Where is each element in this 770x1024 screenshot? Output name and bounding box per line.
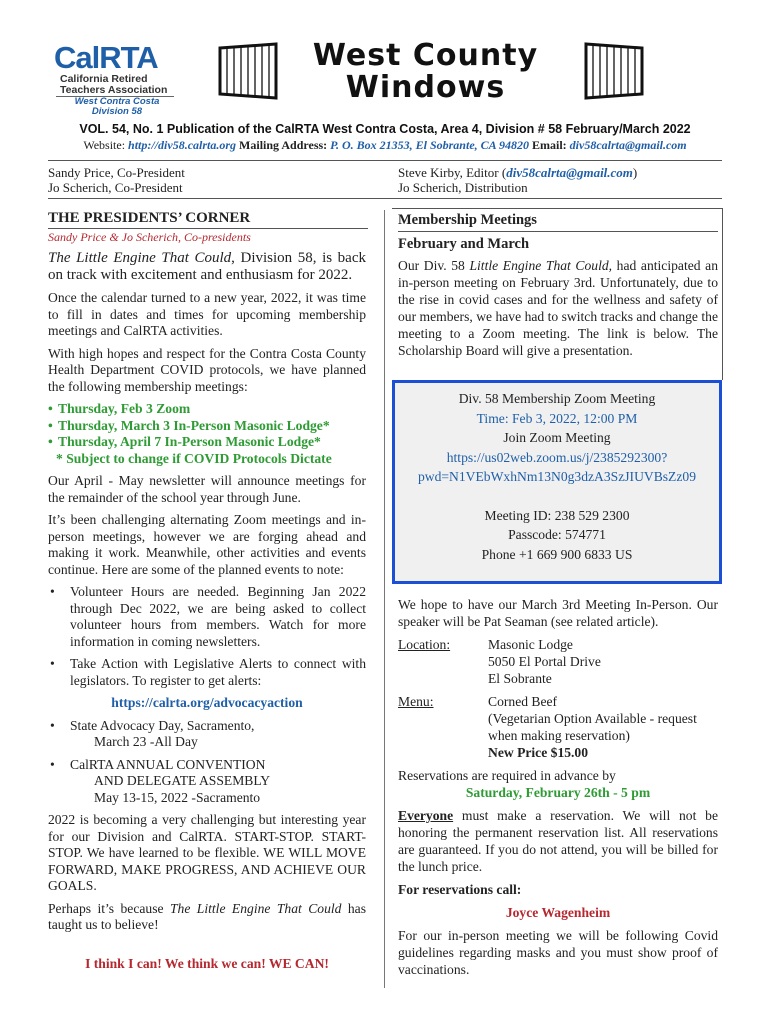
section-subtitle: February and March bbox=[398, 236, 530, 252]
website-label: Website: bbox=[83, 138, 126, 152]
volume-line: VOL. 54, No. 1 Publication of the CalRTA West Contra Costa, Area 4, Division # 58 February/March 2022 bbox=[79, 122, 691, 136]
paragraph: Our April - May newsletter will announce meetings for the remainder of the school year through June. bbox=[48, 473, 366, 505]
paragraph: 2022 is becoming a very challenging but interesting year for our Division and CalRTA. START-STOP. START-STOP. We have learned to be flexible. WE WILL MOVE FORWARD, MAKE PROGRESS, AND ACHIEVE OUR GOALS. bbox=[48, 812, 366, 893]
zoom-passcode: Passcode: 574771 bbox=[508, 527, 606, 542]
menu-label: Menu: bbox=[398, 694, 434, 709]
reservation-deadline: Saturday, February 26th - 5 pm bbox=[465, 785, 651, 800]
officers-divider bbox=[48, 198, 722, 199]
column-divider bbox=[384, 210, 385, 988]
officer-distribution: Jo Scherich, Distribution bbox=[398, 180, 528, 195]
officers-left bbox=[48, 165, 185, 195]
paragraph: With high hopes and respect for the Contra Costa County Health Department COVID protocols, we have planned the following membership meetings: bbox=[48, 345, 366, 394]
contact-line bbox=[0, 138, 770, 153]
email-label: Email: bbox=[532, 138, 567, 152]
officers-right bbox=[398, 165, 637, 195]
website-link[interactable]: http://div58.calrta.org bbox=[128, 138, 237, 152]
officer-copresident-1: Sandy Price, Co-President bbox=[48, 165, 185, 180]
meeting-list bbox=[48, 401, 366, 451]
location-value: Masonic Lodge 5050 El Portal Drive El Sobrante bbox=[488, 637, 601, 686]
window-right-icon bbox=[578, 42, 648, 100]
masthead-title bbox=[303, 40, 548, 104]
closing-line: I think I can! We think we can! WE CAN! bbox=[85, 955, 329, 971]
zoom-title: Div. 58 Membership Zoom Meeting bbox=[458, 391, 656, 406]
location-label: Location: bbox=[398, 637, 451, 652]
mailing-address: P. O. Box 21353, El Sobrante, CA 94820 bbox=[330, 138, 529, 152]
contact-name: Joyce Wagenheim bbox=[505, 905, 611, 920]
masthead-line1: West County bbox=[312, 38, 539, 73]
price: New Price $15.00 bbox=[488, 745, 589, 760]
zoom-phone: Phone +1 669 900 6833 US bbox=[481, 546, 633, 562]
calrta-logo: CalRTA bbox=[54, 40, 158, 75]
right-title-overline bbox=[392, 208, 722, 209]
list-item: • State Advocacy Day, Sacramento, March 23 -All Day bbox=[48, 718, 366, 751]
right-box-edge bbox=[722, 208, 723, 380]
section-title: THE PRESIDENTS’ CORNER bbox=[48, 210, 251, 226]
call-label: For reservations call: bbox=[398, 882, 522, 897]
zoom-link[interactable]: https://us02web.zoom.us/j/2385292300? pwd=N1VEbWxhNm13N0g3dzA3SzJIUVBsZz09 bbox=[417, 449, 696, 484]
menu-value: Corned Beef (Vegetarian Option Available - request when making reservation) New Price $15.00 bbox=[488, 693, 718, 761]
list-item: • Thursday, March 3 In-Person Masonic Lodge* bbox=[48, 418, 366, 435]
calrta-logo-subtitle: California Retired Teachers Association bbox=[60, 73, 168, 96]
editor-email-link[interactable]: div58calrta@gmail.com bbox=[506, 165, 633, 180]
list-item: • CalRTA ANNUAL CONVENTION AND DELEGATE ASSEMBLY May 13-15, 2022 -Sacramento bbox=[48, 757, 366, 807]
mailing-label: Mailing Address: bbox=[239, 138, 328, 152]
paragraph: Perhaps it’s because The Little Engine That Could has taught us to believe! bbox=[48, 900, 367, 932]
paragraph: We hope to have our March 3rd Meeting In-Person. Our speaker will be Pat Seaman (see related article). bbox=[398, 597, 718, 629]
section-title: Membership Meetings bbox=[398, 212, 718, 232]
byline: Sandy Price & Jo Scherich, Co-presidents bbox=[48, 230, 251, 244]
menu-row bbox=[398, 693, 718, 761]
zoom-meeting-box bbox=[392, 380, 722, 584]
advocacy-link[interactable]: https://calrta.org/advocacyaction bbox=[111, 695, 303, 710]
window-left-icon bbox=[214, 42, 284, 100]
paragraph: It’s been challenging alternating Zoom meetings and in-person meetings, however we are forging ahead and making it work. Meanwhile, other activities and events continue. Here are some of the planned events to note: bbox=[48, 512, 366, 577]
reservation-note: Reservations are required in advance by bbox=[398, 768, 616, 783]
officer-editor: Steve Kirby, Editor (div58calrta@gmail.com) bbox=[398, 165, 638, 180]
email-link[interactable]: div58calrta@gmail.com bbox=[569, 138, 687, 152]
events-list bbox=[48, 584, 366, 689]
officer-copresident-2: Jo Scherich, Co-President bbox=[48, 180, 183, 195]
zoom-time: Time: Feb 3, 2022, 12:00 PM bbox=[476, 410, 638, 426]
header-divider bbox=[48, 160, 722, 161]
paragraph: For our in-person meeting we will be following Covid guidelines regarding masks and you must show proof of vaccinations. bbox=[398, 928, 718, 977]
march-meeting bbox=[398, 596, 718, 984]
presidents-corner bbox=[48, 210, 366, 972]
location-row bbox=[398, 636, 718, 687]
calrta-logo-area: West Contra Costa Division 58 bbox=[74, 96, 160, 117]
list-item: • Thursday, April 7 In-Person Masonic Lodge* bbox=[48, 434, 366, 451]
paragraph: Everyone must make a reservation. We will not be honoring the permanent reservation list. All reservations are guaranteed. If you do not attend, you will be billed for the lunch price. bbox=[398, 808, 718, 874]
masthead-line2: Windows bbox=[345, 70, 506, 105]
zoom-meeting-id: Meeting ID: 238 529 2300 bbox=[484, 507, 630, 523]
list-item: • Take Action with Legislative Alerts to connect with legislators. To register to get alerts: bbox=[48, 656, 366, 689]
events-list-2 bbox=[48, 718, 366, 807]
zoom-join-label: Join Zoom Meeting bbox=[503, 430, 611, 445]
paragraph: Once the calendar turned to a new year, 2022, it was time to fill in dates and times for upcoming membership meetings and CalRTA activities. bbox=[48, 290, 366, 338]
paragraph: Our Div. 58 Little Engine That Could, had anticipated an in-person meeting on February 3rd. Unfortunately, due to the rise in covid cases and for the wellness and safety of our members, we have had to switch tracks and change the meeting to a Zoom meeting. The link is below. The Scholarship Board will give a presentation. bbox=[398, 257, 718, 358]
protocol-note: * Subject to change if COVID Protocols Dictate bbox=[56, 450, 332, 466]
membership-meetings bbox=[398, 212, 718, 365]
paragraph: The Little Engine That Could, Division 58, is back on track with excitement and enthusiasm for 2022. bbox=[48, 250, 366, 283]
list-item: • Thursday, Feb 3 Zoom bbox=[48, 401, 366, 418]
list-item: • Volunteer Hours are needed. Beginning Jan 2022 through Dec 2022, we are being asked to collect volunteer hours from members. Watch for more information in coming newsletters. bbox=[48, 584, 366, 650]
